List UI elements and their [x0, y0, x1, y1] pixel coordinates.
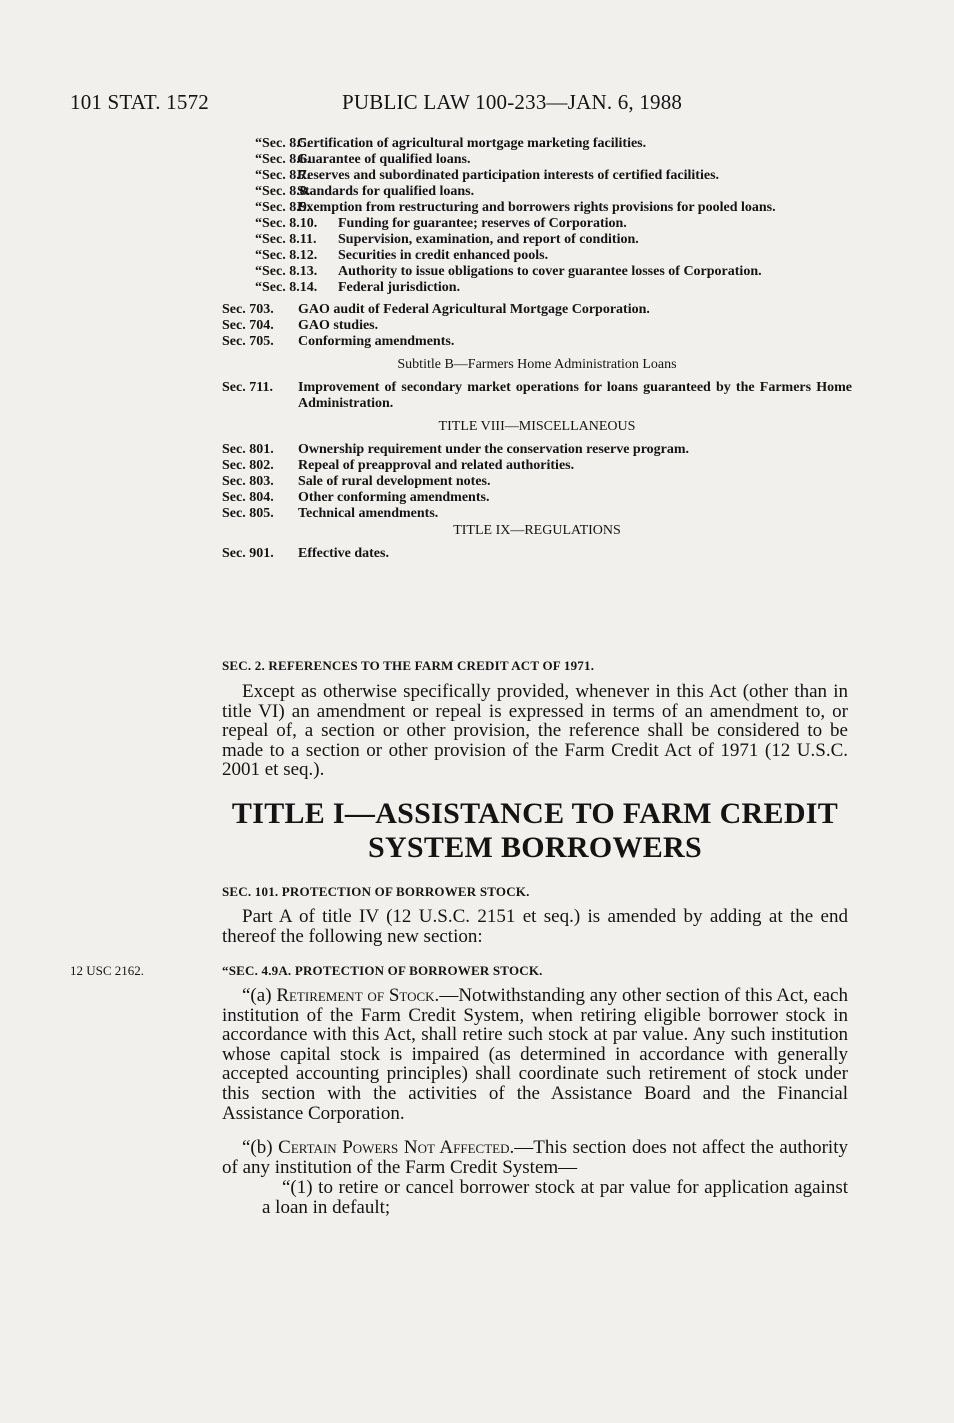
paragraph-a-text: —Notwithstanding any other section of this Act, each institution of the Farm Credit System, when retiring eligible borrower stock in accordance with this Act, shall retire such stock at par value. Any such institution whose capital stock is impaired (as determined in accordance with generally accepted accounting principles) shall coordinate such retirement of stock under this section with the activities of the Assistance Board and the Financial Assistance Corporation.	[222, 985, 848, 1124]
toc-entry-title: Reserves and subordinated participation interests of certified facilities.	[297, 168, 720, 183]
toc-entry	[222, 490, 852, 506]
section-4-9a-heading: “SEC. 4.9A. PROTECTION OF BORROWER STOCK.	[222, 963, 543, 978]
toc-sections-subtitle-b	[222, 380, 852, 412]
toc-entry-number: Sec. 703.	[222, 302, 274, 317]
toc-entry-number: “Sec. 8.5.	[255, 136, 311, 151]
section-2-body	[222, 682, 848, 780]
toc-entry-title: Other conforming amendments.	[298, 490, 490, 505]
toc-entry-number: Sec. 804.	[222, 490, 274, 505]
toc-entry-title: Authority to issue obligations to cover guarantee losses of Corporation.	[338, 264, 762, 279]
toc-entry-number: “Sec. 8.6.	[255, 152, 311, 167]
toc-entry	[222, 200, 852, 216]
toc-entry-number: “Sec. 8.7.	[255, 168, 311, 183]
toc-entry-title: Supervision, examination, and report of condition.	[338, 232, 639, 247]
toc-entry-title: Standards for qualified loans.	[297, 184, 475, 199]
toc-entry-number: Sec. 802.	[222, 458, 274, 473]
toc-entry	[222, 248, 852, 264]
toc-entry-number: “Sec. 8.14.	[255, 280, 318, 295]
toc-entry	[222, 216, 852, 232]
public-law-citation: PUBLIC LAW 100-233—JAN. 6, 1988	[342, 90, 683, 114]
paragraph-a-caption: Retirement of Stock.	[276, 985, 440, 1006]
toc-entry-number: Sec. 901.	[222, 546, 274, 561]
toc-entry	[222, 152, 852, 168]
title-i-heading	[222, 797, 848, 865]
toc-entry	[222, 380, 852, 412]
toc-entry-number: “Sec. 8.10.	[255, 216, 318, 231]
toc-entry-number: “Sec. 8.8.	[255, 184, 311, 199]
paragraph-b-caption: Certain Powers Not Affected.	[278, 1137, 515, 1158]
toc-entry-title: Sale of rural development notes.	[298, 474, 491, 489]
toc-entry	[222, 458, 852, 474]
toc-entry-title: GAO studies.	[298, 318, 379, 333]
paragraph-a-lead: “(a)	[242, 985, 277, 1006]
toc-entry-number: Sec. 801.	[222, 442, 274, 457]
toc-entry	[222, 184, 852, 200]
toc-entry-title: Federal jurisdiction.	[338, 280, 461, 295]
toc-entry-title: Technical amendments.	[298, 506, 439, 521]
section-2-text: Except as otherwise specifically provided, whenever in this Act (other than in title VI) an amendment or repeal is expressed in terms of an amendment to, or repeal of, a section or other provision, the reference shall be considered to be made to a section or other provision of the Farm Credit Act of 1971 (12 U.S.C. 2001 et seq.).	[222, 681, 848, 781]
toc-entry-title: Funding for guarantee; reserves of Corporation.	[338, 216, 627, 231]
usc-margin-note: 12 USC 2162.	[70, 963, 145, 978]
paragraph-b	[222, 1138, 848, 1177]
paragraph-b-1	[262, 1178, 848, 1217]
toc-entry	[222, 474, 852, 490]
toc-entry	[222, 302, 852, 318]
toc-sections-subtitle-a	[222, 302, 852, 350]
toc-entry-title: Improvement of secondary market operations for loans guaranteed by the Farmers Home Administration.	[298, 380, 852, 411]
toc-entry-number: Sec. 704.	[222, 318, 274, 333]
section-101-heading: SEC. 101. PROTECTION OF BORROWER STOCK.	[222, 884, 530, 899]
section-101-intro	[222, 907, 848, 946]
toc-entry-number: “Sec. 8.11.	[255, 232, 317, 247]
toc-entry-number: “Sec. 8.9.	[255, 200, 311, 215]
section-2-heading: SEC. 2. REFERENCES TO THE FARM CREDIT ACT OF 1971.	[222, 658, 595, 673]
toc-entry-title: Exemption from restructuring and borrowers rights provisions for pooled loans.	[297, 200, 776, 215]
toc-title-ix: TITLE IX—REGULATIONS	[453, 523, 621, 538]
toc-entry-title: Effective dates.	[298, 546, 389, 561]
toc-entry	[222, 506, 852, 522]
table-of-contents	[222, 136, 852, 562]
toc-entry-number: Sec. 805.	[222, 506, 274, 521]
statute-page-number: 101 STAT. 1572	[70, 90, 209, 114]
title-i-line-2: SYSTEM BORROWERS	[367, 831, 703, 864]
toc-subtitle-b: Subtitle B—Farmers Home Administration Loans	[397, 357, 677, 372]
toc-entry-number: “Sec. 8.12.	[255, 248, 318, 263]
toc-entry	[222, 264, 852, 280]
toc-entry	[222, 442, 852, 458]
toc-entry-title: Certification of agricultural mortgage marketing facilities.	[297, 136, 647, 151]
toc-entry-title: Conforming amendments.	[298, 334, 455, 349]
toc-entry	[222, 546, 852, 562]
paragraph-b-text: —This section does not affect the authority of any institution of the Farm Credit System—	[222, 1137, 848, 1178]
toc-entry-title: Securities in credit enhanced pools.	[338, 248, 549, 263]
toc-entry-number: Sec. 711.	[222, 380, 273, 395]
toc-sections-title-viii	[222, 442, 852, 522]
toc-entry-title: GAO audit of Federal Agricultural Mortgage Corporation.	[298, 302, 650, 317]
section-101-intro-text: Part A of title IV (12 U.S.C. 2151 et seq.) is amended by adding at the end thereof the following new section:	[222, 906, 848, 947]
paragraph-b-lead: “(b)	[242, 1137, 279, 1158]
toc-entry	[222, 136, 852, 152]
toc-entry-number: Sec. 705.	[222, 334, 274, 349]
title-i-line-1: TITLE I—ASSISTANCE TO FARM CREDIT	[231, 797, 839, 830]
toc-entry-title: Ownership requirement under the conservation reserve program.	[298, 442, 690, 457]
paragraph-b-1-text: “(1) to retire or cancel borrower stock at par value for application against a loan in default;	[262, 1177, 848, 1218]
toc-entry	[222, 318, 852, 334]
toc-entry	[222, 168, 852, 184]
toc-entry	[222, 280, 852, 296]
paragraph-a	[222, 986, 848, 1123]
toc-entry-number: Sec. 803.	[222, 474, 274, 489]
toc-title-viii: TITLE VIII—MISCELLANEOUS	[438, 419, 636, 434]
toc-quoted-sections	[222, 136, 852, 296]
toc-entry-title: Repeal of preapproval and related authorities.	[298, 458, 575, 473]
toc-entry	[222, 334, 852, 350]
toc-entry-number: “Sec. 8.13.	[255, 264, 318, 279]
toc-entry-title: Guarantee of qualified loans.	[297, 152, 471, 167]
toc-entry	[222, 232, 852, 248]
toc-sections-title-ix	[222, 546, 852, 562]
